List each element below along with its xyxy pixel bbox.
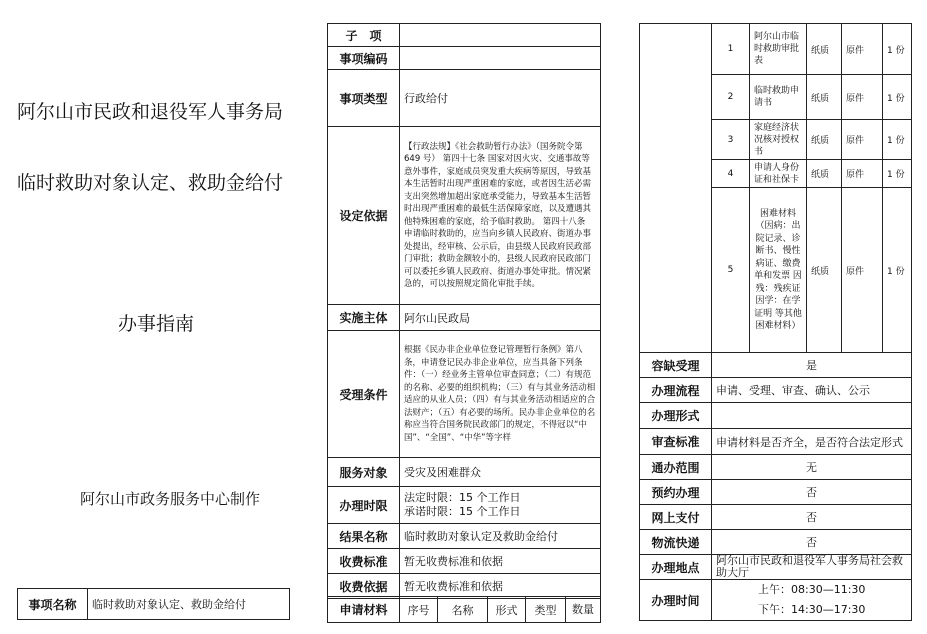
row-label: 预约办理	[640, 480, 712, 505]
row-courier	[640, 530, 912, 555]
row-label: 办理形式	[640, 403, 712, 429]
row-value	[712, 580, 912, 621]
row-value: 申请材料是否齐全，是否符合法定形式	[712, 429, 912, 455]
material-no: 4	[712, 160, 750, 188]
row-value: 是	[712, 353, 912, 378]
row-deferred-acceptance	[640, 353, 912, 378]
material-name: 申请人身份证和社保卡	[750, 160, 807, 188]
row-value: 根据《民办非企业单位登记管理暂行条例》第八条，申请登记民办非企业单位，应当具备下列条件：（一）经业务主管单位审查同意；（二）有规范的名称、必要的组织机构；（三）有与其业务活动相适应的从业人员；（四）有与其业务活动相适应的合法财产；（五）有必要的场所。民办非企业单位的名称应当符合国务院民政部门的规定，不得冠以“中国”、“全国”、“中华”等字样	[400, 331, 601, 458]
row-label: 网上支付	[640, 505, 712, 530]
row-label: 收费标准	[328, 549, 400, 574]
row-label: 通办范围	[640, 455, 712, 480]
cover-guide: 办事指南	[118, 313, 195, 335]
row-label: 收费依据	[328, 574, 400, 599]
row-fee-standard	[328, 549, 601, 574]
row-value: 受灾及困难群众	[400, 458, 601, 487]
row-item-type	[328, 70, 601, 127]
row-label: 子 项	[328, 24, 400, 47]
row-label: 审查标准	[640, 429, 712, 455]
row-value: 暂无收费标准和依据	[400, 574, 601, 599]
material-no: 2	[712, 75, 750, 120]
material-qty: 1 份	[883, 120, 912, 160]
row-label: 办理地点	[640, 555, 712, 580]
cover-title: 临时救助对象认定、救助金给付	[17, 172, 284, 194]
row-label: 办理时间	[640, 580, 712, 621]
row-value: 阿尔山市民政和退役军人事务局社会救助大厅	[712, 555, 912, 580]
row-value: 阿尔山民政局	[400, 305, 601, 331]
material-type: 原件	[842, 75, 883, 120]
material-no: 3	[712, 120, 750, 160]
material-qty: 1 份	[883, 75, 912, 120]
row-label: 物流快递	[640, 530, 712, 555]
row-review-standard	[640, 429, 912, 455]
row-label: 服务对象	[328, 458, 400, 487]
row-value: 暂无收费标准和依据	[400, 549, 601, 574]
row-subitem	[328, 24, 601, 47]
row-appointment	[640, 480, 912, 505]
row-label: 设定依据	[328, 127, 400, 305]
cover-org: 阿尔山市民政和退役军人事务局	[17, 101, 284, 123]
row-label: 实施主体	[328, 305, 400, 331]
material-form: 纸质	[807, 75, 842, 120]
cover-item-table	[17, 588, 290, 620]
row-location	[640, 555, 912, 580]
cover-maker: 阿尔山市政务服务中心制作	[80, 490, 261, 508]
row-label: 办理流程	[640, 378, 712, 403]
row-label: 办理时限	[328, 487, 400, 524]
hours-afternoon: 下午：14:30—17:30	[758, 603, 866, 616]
material-qty: 1 份	[883, 160, 912, 188]
row-online-payment	[640, 505, 912, 530]
material-type: 原件	[842, 24, 883, 75]
material-type: 原件	[842, 120, 883, 160]
row-label: 事项编码	[328, 47, 400, 70]
row-process	[640, 378, 912, 403]
material-form: 纸质	[807, 188, 842, 353]
row-result-name	[328, 524, 601, 549]
row-value: 否	[712, 505, 912, 530]
row-implementer	[328, 305, 601, 331]
row-item-code	[328, 47, 601, 70]
row-value	[400, 487, 601, 524]
row-value: 【行政法规】《社会救助暂行办法》（国务院令第 649 号） 第四十七条 国家对因火灾、交通事故等意外事件，家庭成员突发重大疾病等原因，导致基本生活暂时出现严重困难的家庭，或者因生活必需支出突然增加超出家庭承受能力，导致基本生活暂时出现严重困难的最低生活保障家庭，以及遭遇其他特殊困难的家庭，给予临时救助。 第四十八条 申请临时救助的，应当向乡镇人民政府、街道办事处提出，经审核、公示后，由县级人民政府民政部门审批；救助金额较小的，县级人民政府民政部门可以委托乡镇人民政府、街道办事处审批。情况紧急的，可以按照规定简化审批手续。	[400, 127, 601, 305]
hours-morning: 上午：08:30—11:30	[758, 583, 866, 596]
material-name: 家庭经济状况核对授权书	[750, 120, 807, 160]
row-handling-form	[640, 403, 912, 429]
material-no: 1	[712, 24, 750, 75]
row-value: 临时救助对象认定及救助金给付	[400, 524, 601, 549]
materials-header-form: 形式	[488, 597, 526, 623]
item-name-value: 临时救助对象认定、救助金给付	[88, 589, 290, 620]
materials-header-no: 序号	[400, 597, 438, 623]
middle-info-table	[327, 23, 601, 599]
materials-header-type: 类型	[526, 597, 566, 623]
row-acceptance-conditions	[328, 331, 601, 458]
row-label: 受理条件	[328, 331, 400, 458]
row-value: 否	[712, 480, 912, 505]
row-service-target	[328, 458, 601, 487]
row-scope	[640, 455, 912, 480]
row-fee-basis	[328, 574, 601, 599]
materials-header-table	[327, 596, 601, 623]
material-type: 原件	[842, 188, 883, 353]
legal-time-limit: 法定时限：15 个工作日	[404, 491, 521, 504]
materials-label: 申请材料	[328, 597, 400, 623]
row-value	[712, 403, 912, 429]
right-info-table	[639, 352, 912, 621]
row-value	[400, 47, 601, 70]
material-form: 纸质	[807, 24, 842, 75]
material-row	[640, 24, 912, 75]
material-form: 纸质	[807, 160, 842, 188]
row-value: 行政给付	[400, 70, 601, 127]
row-label: 结果名称	[328, 524, 400, 549]
row-legal-basis	[328, 127, 601, 305]
row-value	[400, 24, 601, 47]
promised-time-limit: 承诺时限：15 个工作日	[404, 505, 521, 518]
materials-header-name: 名称	[438, 597, 488, 623]
material-name: 阿尔山市临时救助审批表	[750, 24, 807, 75]
row-value: 无	[712, 455, 912, 480]
row-label: 事项类型	[328, 70, 400, 127]
material-form: 纸质	[807, 120, 842, 160]
material-name: 困难材料（因病：出院记录、诊断书、慢性病证、缴费单和发票 因残：残疾证 因学：在学证明 等其他困难材料）	[750, 188, 807, 353]
material-qty: 1 份	[883, 24, 912, 75]
row-hours	[640, 580, 912, 621]
material-no: 5	[712, 188, 750, 353]
material-type: 原件	[842, 160, 883, 188]
material-name: 临时救助申请书	[750, 75, 807, 120]
row-value: 否	[712, 530, 912, 555]
item-name-label: 事项名称	[18, 589, 88, 620]
materials-spacer	[640, 24, 712, 353]
row-value: 申请、受理、审查、确认、公示	[712, 378, 912, 403]
materials-table	[639, 23, 912, 353]
row-time-limit	[328, 487, 601, 524]
row-label: 容缺受理	[640, 353, 712, 378]
materials-header-qty: 数量	[566, 597, 601, 623]
material-qty: 1 份	[883, 188, 912, 353]
